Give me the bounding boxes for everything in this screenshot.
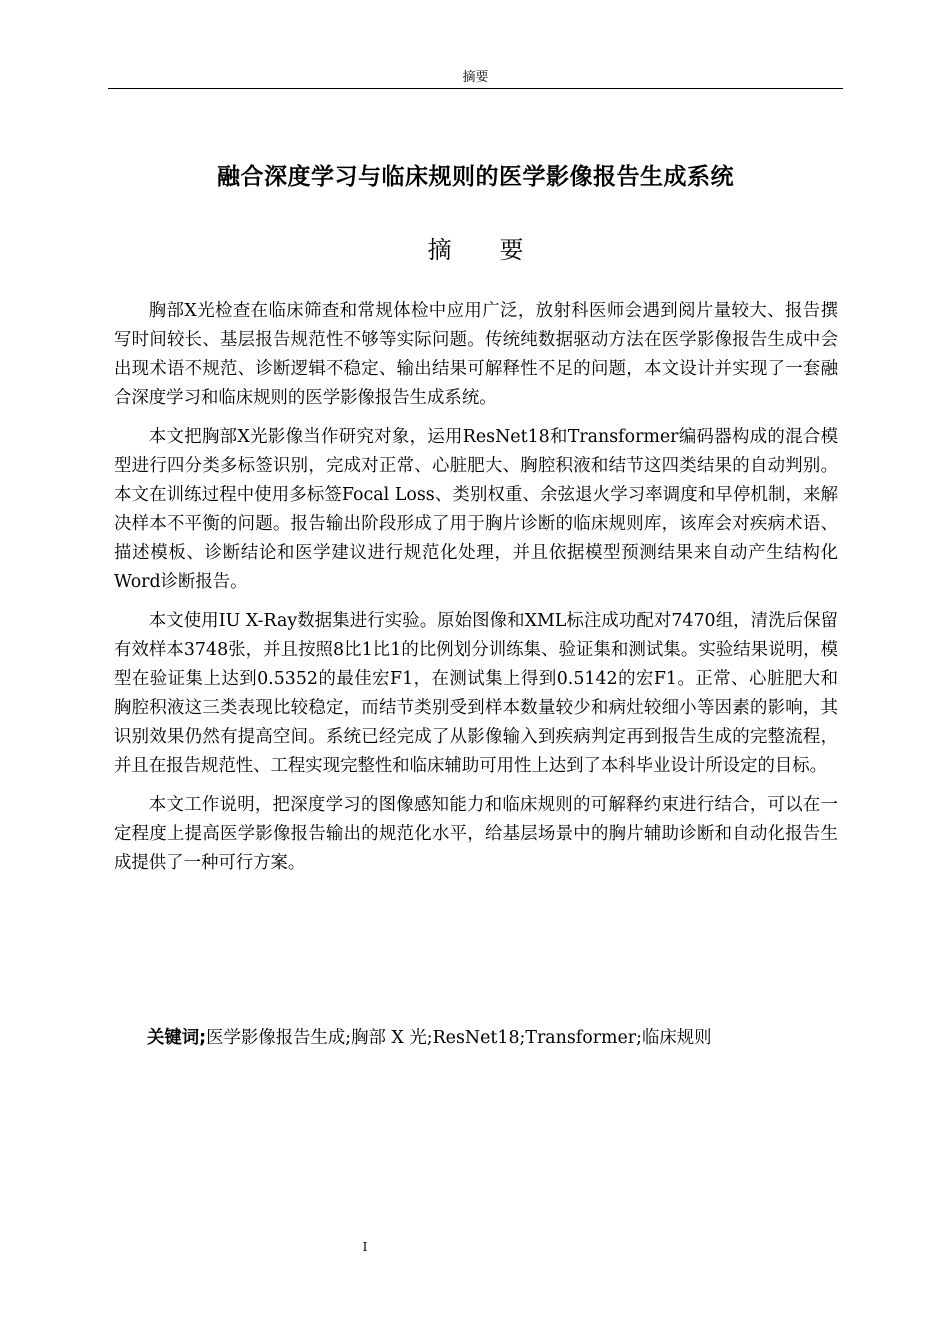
document-title: 融合深度学习与临床规则的医学影像报告生成系统 <box>217 164 734 190</box>
abstract-body <box>114 297 838 888</box>
running-header: 摘要 <box>462 70 489 85</box>
abstract-heading: 摘要 <box>427 236 572 264</box>
abstract-paragraph-2: 本文把胸部X光影像当作研究对象，运用ResNet18和Transformer编码器构成的混合模型进行四分类多标签识别，完成对正常、心脏肥大、胸腔积液和结节这四类结果的自动判别。本文在训练过程中使用多标签Focal Loss、类别权重、余弦退火学习率调度和早停机制，来解决样本不平衡的问题。报告输出阶段形成了用于胸片诊断的临床规则库，该库会对疾病术语、描述模板、诊断结论和医学建议进行规范化处理，并且依据模型预测结果来自动产生结构化Word诊断报告。 <box>114 427 838 592</box>
keywords-line <box>147 1024 847 1052</box>
header-rule <box>108 88 843 89</box>
abstract-paragraph-3: 本文使用IU X-Ray数据集进行实验。原始图像和XML标注成功配对7470组，清洗后保留有效样本3748张，并且按照8比1比1的比例划分训练集、验证集和测试集。实验结果说明，模型在验证集上达到0.5352的最佳宏F1，在测试集上得到0.5142的宏F1。正常、心脏肥大和胸腔积液这三类表现比较稳定，而结节类别受到样本数量较少和病灶较细小等因素的影响，其识别效果仍然有提高空间。系统已经完成了从影像输入到疾病判定再到报告生成的完整流程，并且在报告规范性、工程实现完整性和临床辅助可用性上达到了本科毕业设计所设定的目标。 <box>114 611 838 776</box>
page-number: I <box>362 1240 368 1254</box>
abstract-paragraph-1: 胸部X光检查在临床筛查和常规体检中应用广泛，放射科医师会遇到阅片量较大、报告撰写时间较长、基层报告规范性不够等实际问题。传统纯数据驱动方法在医学影像报告生成中会出现术语不规范、诊断逻辑不稳定、输出结果可解释性不足的问题，本文设计并实现了一套融合深度学习和临床规则的医学影像报告生成系统。 <box>114 301 838 408</box>
abstract-paragraph-4: 本文工作说明，把深度学习的图像感知能力和临床规则的可解释约束进行结合，可以在一定程度上提高医学影像报告输出的规范化水平，给基层场景中的胸片辅助诊断和自动化报告生成提供了一种可行方案。 <box>114 795 838 873</box>
keywords-text: 医学影像报告生成;胸部 X 光;ResNet18;Transformer;临床规则 <box>206 1028 712 1048</box>
keywords-label: 关键词; <box>147 1028 207 1048</box>
